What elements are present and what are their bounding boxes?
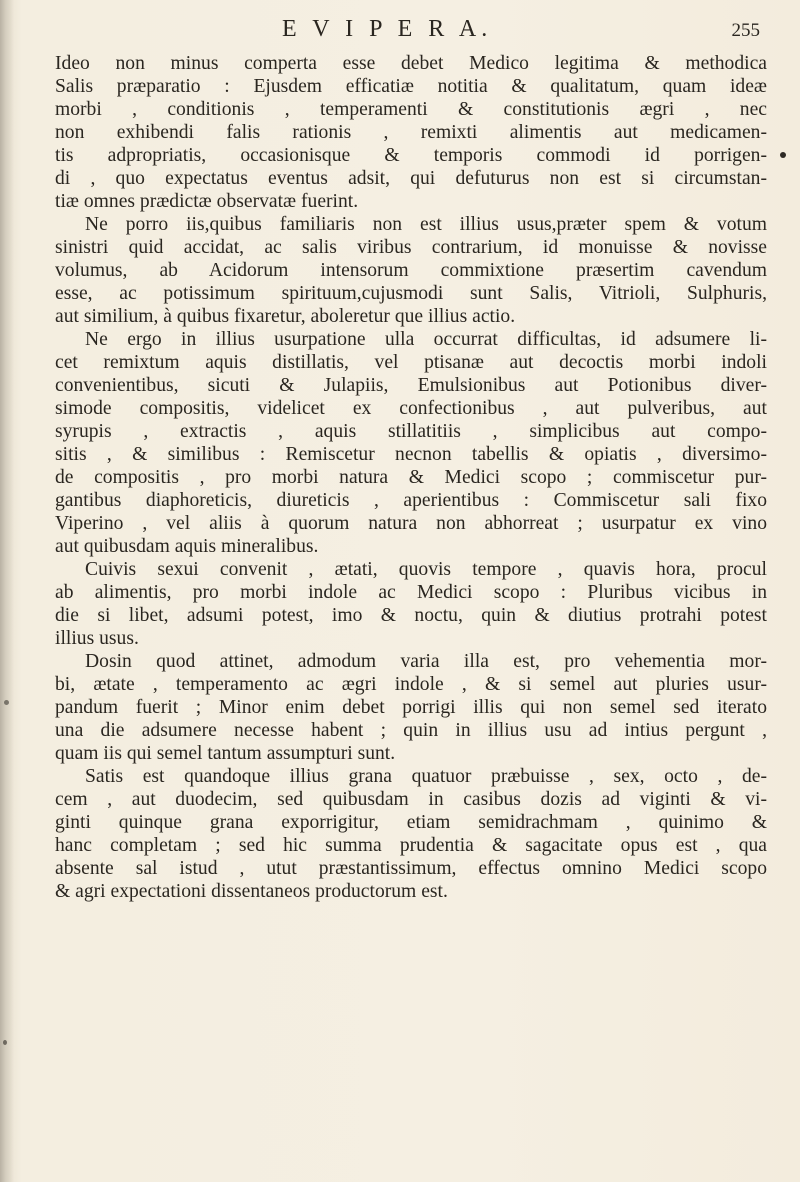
text-line: & agri expectationi dissentaneos productorum est. bbox=[55, 881, 448, 902]
text-line: cet remixtum aquis distillatis, vel ptisanæ aut decoctis morbi indoli bbox=[55, 352, 767, 373]
text-line: illius usus. bbox=[55, 628, 139, 649]
text-line: tiæ omnes prædictæ observatæ fuerint. bbox=[55, 191, 359, 212]
text-line: morbi , conditionis , temperamenti & constitutionis ægri , nec bbox=[55, 99, 767, 120]
text-line: cem , aut duodecim, sed quibusdam in casibus dozis ad viginti & vi- bbox=[55, 789, 767, 810]
text-line: syrupis , extractis , aquis stillatitiis , simplicibus aut compo- bbox=[55, 421, 767, 442]
body-text bbox=[55, 52, 767, 903]
ink-spot bbox=[3, 1040, 7, 1045]
text-line: Salis præparatio : Ejusdem efficatiæ notitia & qualitatum, quam ideæ bbox=[55, 76, 767, 97]
text-line: volumus, ab Acidorum intensorum commixtione præsertim cavendum bbox=[55, 260, 767, 281]
text-line: absente sal istud , utut præstantissimum, effectus omnino Medici scopo bbox=[55, 858, 767, 879]
text-line: pandum fuerit ; Minor enim debet porrigi illis qui non semel sed iterato bbox=[55, 697, 767, 718]
text-line: aut quibusdam aquis mineralibus. bbox=[55, 536, 319, 557]
text-line: non exhibendi falis rationis , remixti alimentis aut medicamen- bbox=[55, 122, 767, 143]
text-line: Viperino , vel aliis à quorum natura non abhorreat ; usurpatur ex vino bbox=[55, 513, 767, 534]
ink-spot bbox=[4, 700, 9, 705]
text-line: tis adpropriatis, occasionisque & temporis commodi id porrigen- bbox=[55, 145, 767, 166]
text-line: esse, ac potissimum spirituum,cujusmodi sunt Salis, Vitrioli, Sulphuris, bbox=[55, 283, 767, 304]
text-line: di , quo expectatus eventus adsit, qui defuturus non est si circumstan- bbox=[55, 168, 767, 189]
text-line: de compositis , pro morbi natura & Medici scopo ; commiscetur pur- bbox=[55, 467, 767, 488]
text-line: sitis , & similibus : Remiscetur necnon tabellis & opiatis , diversimo- bbox=[55, 444, 767, 465]
text-line: Cuivis sexui convenit , ætati, quovis tempore , quavis hora, procul bbox=[85, 559, 767, 580]
text-line: aut similium, à quibus fixaretur, aboleretur que illius actio. bbox=[55, 306, 516, 327]
page-binding-edge bbox=[0, 0, 14, 1182]
text-line: ab alimentis, pro morbi indole ac Medici scopo : Pluribus vicibus in bbox=[55, 582, 767, 603]
text-line: gantibus diaphoreticis, diureticis , aperientibus : Commiscetur sali fixo bbox=[55, 490, 767, 511]
text-line: Ideo non minus comperta esse debet Medico legitima & methodica bbox=[55, 53, 767, 74]
text-line: una die adsumere necesse habent ; quin in illius usu ad intius pergunt , bbox=[55, 720, 767, 741]
text-line: Satis est quandoque illius grana quatuor præbuisse , sex, octo , de- bbox=[85, 766, 767, 787]
text-line: Ne ergo in illius usurpatione ulla occurrat difficultas, id adsumere li- bbox=[85, 329, 767, 350]
text-line: convenientibus, sicuti & Julapiis, Emulsionibus aut Potionibus diver- bbox=[55, 375, 767, 396]
running-title: E V I P E R A. bbox=[282, 16, 493, 42]
text-line: hanc completam ; sed hic summa prudentia & sagacitate opus est , qua bbox=[55, 835, 767, 856]
ink-spot bbox=[780, 152, 786, 158]
page-number: 255 bbox=[731, 20, 760, 41]
text-line: Ne porro iis,quibus familiaris non est illius usus,præter spem & votum bbox=[85, 214, 767, 235]
text-line: quam iis qui semel tantum assumpturi sunt. bbox=[55, 743, 396, 764]
text-line: simode compositis, videlicet ex confectionibus , aut pulveribus, aut bbox=[55, 398, 767, 419]
text-line: bi, ætate , temperamento ac ægri indole , & si semel aut pluries usur- bbox=[55, 674, 767, 695]
text-line: die si libet, adsumi potest, imo & noctu, quin & diutius protrahi potest bbox=[55, 605, 767, 626]
text-line: sinistri quid accidat, ac salis viribus contrarium, id monuisse & novisse bbox=[55, 237, 767, 258]
page-header bbox=[60, 16, 760, 46]
text-line: ginti quinque grana exporrigitur, etiam semidrachmam , quinimo & bbox=[55, 812, 767, 833]
text-line: Dosin quod attinet, admodum varia illa est, pro vehementia mor- bbox=[85, 651, 767, 672]
